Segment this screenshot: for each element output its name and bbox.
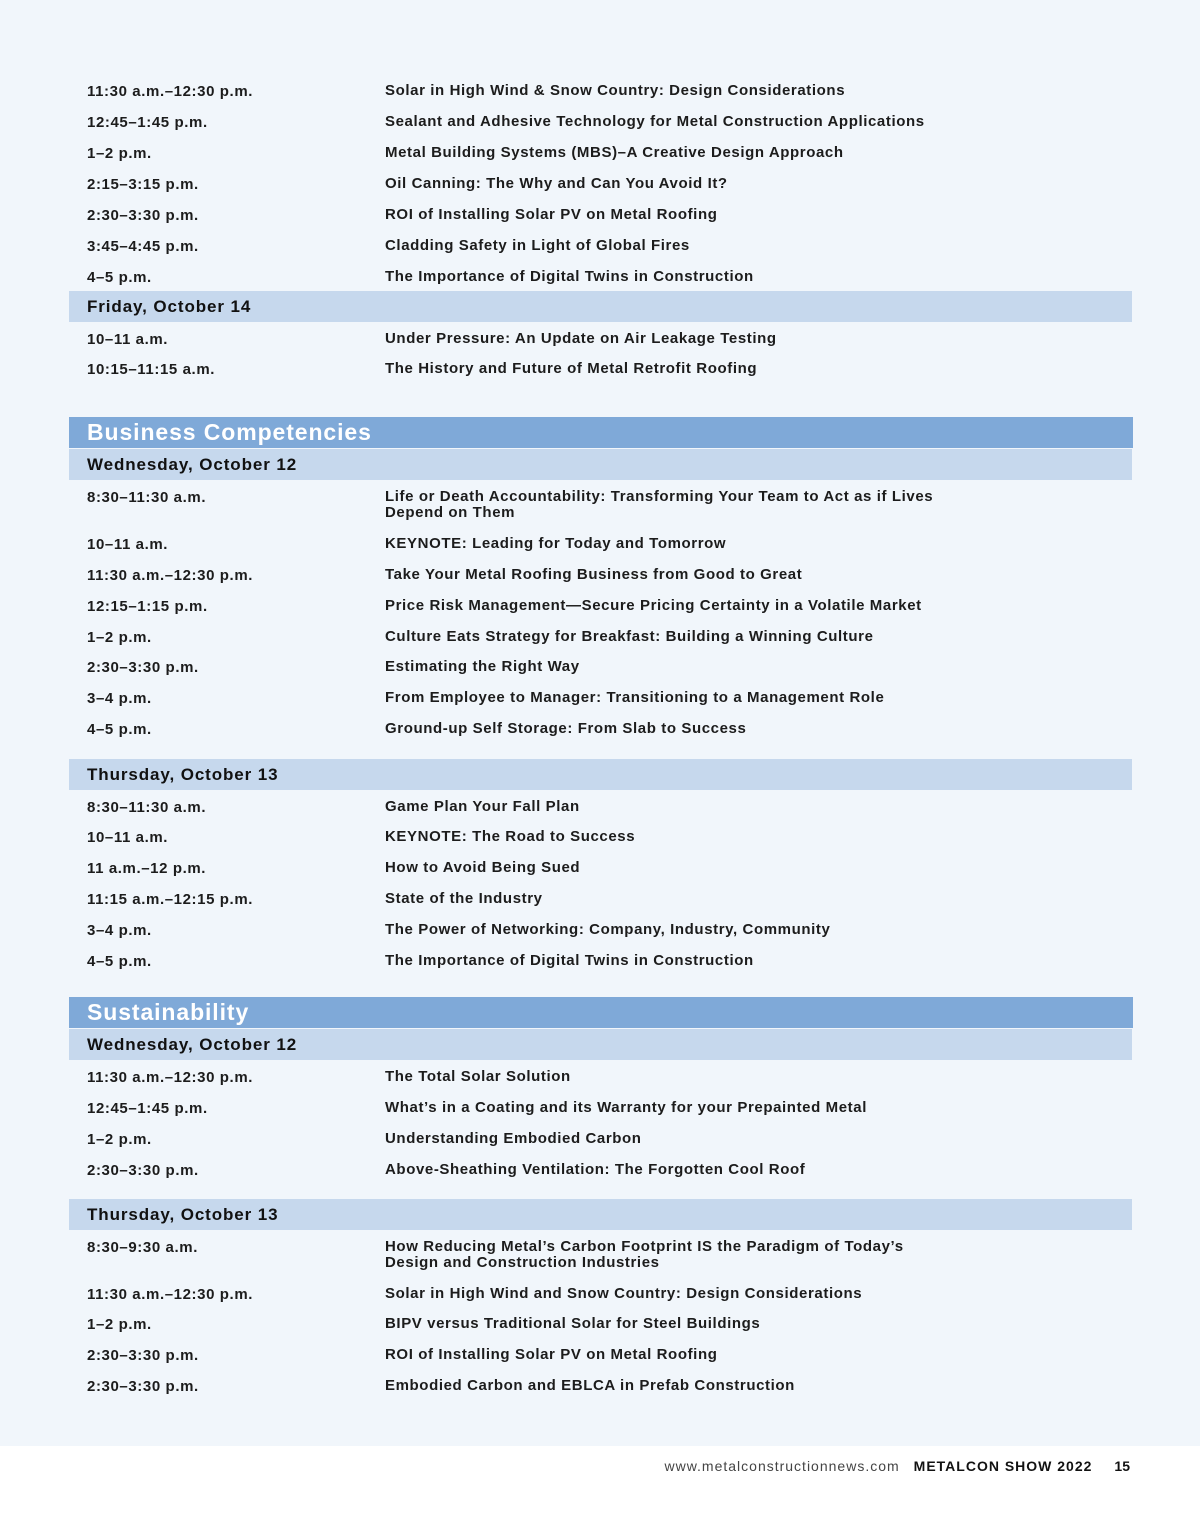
session-title: The Importance of Digital Twins in Construction (385, 952, 754, 969)
day-label: Wednesday, October 12 (87, 455, 298, 474)
session-title: BIPV versus Traditional Solar for Steel Buildings (385, 1315, 761, 1332)
session-time: 2:30–3:30 p.m. (87, 1162, 199, 1179)
session-time: 1–2 p.m. (87, 629, 152, 646)
session-title: How to Avoid Being Sued (385, 859, 581, 876)
session-time: 11 a.m.–12 p.m. (87, 860, 207, 877)
session-title: Solar in High Wind & Snow Country: Design Considerations (385, 82, 846, 99)
session-time: 3–4 p.m. (87, 922, 152, 939)
day-header-thursday (69, 1199, 1132, 1230)
session-title: Ground-up Self Storage: From Slab to Success (385, 720, 747, 737)
session-title: Take Your Metal Roofing Business from Good to Great (385, 566, 803, 583)
session-time: 2:30–3:30 p.m. (87, 207, 199, 224)
session-time: 8:30–11:30 a.m. (87, 799, 207, 816)
session-title: Life or Death Accountability: Transforming Your Team to Act as if Lives Depend on Them (385, 488, 934, 521)
session-time: 10–11 a.m. (87, 536, 169, 553)
session-title: KEYNOTE: Leading for Today and Tomorrow (385, 535, 727, 552)
session-time: 11:30 a.m.–12:30 p.m. (87, 567, 254, 584)
session-title: Game Plan Your Fall Plan (385, 798, 580, 815)
session-title: ROI of Installing Solar PV on Metal Roofing (385, 206, 718, 223)
page-footer (664, 1458, 1130, 1474)
session-title: Above-Sheathing Ventilation: The Forgotten Cool Roof (385, 1161, 806, 1178)
session-title: Understanding Embodied Carbon (385, 1130, 642, 1147)
session-time: 2:30–3:30 p.m. (87, 659, 199, 676)
session-time: 8:30–9:30 a.m. (87, 1239, 198, 1256)
session-title: Estimating the Right Way (385, 658, 580, 675)
session-time: 1–2 p.m. (87, 1131, 152, 1148)
session-title: State of the Industry (385, 890, 543, 907)
session-time: 2:30–3:30 p.m. (87, 1378, 199, 1395)
session-title: Metal Building Systems (MBS)–A Creative Design Approach (385, 144, 844, 161)
session-time: 12:45–1:45 p.m. (87, 1100, 208, 1117)
page-number: 15 (1114, 1458, 1130, 1474)
session-time: 4–5 p.m. (87, 269, 152, 286)
session-time: 11:30 a.m.–12:30 p.m. (87, 1286, 254, 1303)
day-header-thursday (69, 759, 1132, 790)
session-time: 3–4 p.m. (87, 690, 152, 707)
session-title: Solar in High Wind and Snow Country: Design Considerations (385, 1285, 863, 1302)
section-header-business (69, 417, 1133, 448)
session-time: 10:15–11:15 a.m. (87, 361, 216, 378)
session-time: 11:30 a.m.–12:30 p.m. (87, 83, 254, 100)
session-time: 8:30–11:30 a.m. (87, 489, 207, 506)
day-header-friday (69, 291, 1132, 322)
day-label: Friday, October 14 (87, 297, 252, 316)
section-title: Business Competencies (87, 419, 372, 445)
session-time: 11:30 a.m.–12:30 p.m. (87, 1069, 254, 1086)
session-time: 3:45–4:45 p.m. (87, 238, 199, 255)
session-title: Sealant and Adhesive Technology for Metal Construction Applications (385, 113, 925, 130)
session-title: Oil Canning: The Why and Can You Avoid It? (385, 175, 728, 192)
session-title: The Importance of Digital Twins in Construction (385, 268, 754, 285)
day-label: Thursday, October 13 (87, 1205, 279, 1224)
session-title: The Total Solar Solution (385, 1068, 571, 1085)
session-title: How Reducing Metal’s Carbon Footprint IS the Paradigm of Today’s Design and Construction Industries (385, 1238, 904, 1271)
day-label: Wednesday, October 12 (87, 1035, 298, 1054)
footer-publication: METALCON SHOW 2022 (913, 1458, 1093, 1474)
session-title: From Employee to Manager: Transitioning to a Management Role (385, 689, 885, 706)
session-title: KEYNOTE: The Road to Success (385, 828, 636, 845)
session-title: What’s in a Coating and its Warranty for your Prepainted Metal (385, 1099, 867, 1116)
session-time: 1–2 p.m. (87, 1316, 152, 1333)
session-time: 11:15 a.m.–12:15 p.m. (87, 891, 254, 908)
day-label: Thursday, October 13 (87, 765, 279, 784)
section-title: Sustainability (87, 999, 250, 1025)
day-header-wednesday (69, 449, 1132, 480)
session-time: 2:30–3:30 p.m. (87, 1347, 199, 1364)
session-time: 10–11 a.m. (87, 331, 169, 348)
session-title: Price Risk Management—Secure Pricing Certainty in a Volatile Market (385, 597, 922, 614)
session-title: Embodied Carbon and EBLCA in Prefab Construction (385, 1377, 795, 1394)
session-time: 4–5 p.m. (87, 721, 152, 738)
session-time: 12:45–1:45 p.m. (87, 114, 208, 131)
session-time: 2:15–3:15 p.m. (87, 176, 199, 193)
session-title: Under Pressure: An Update on Air Leakage Testing (385, 330, 777, 347)
session-time: 1–2 p.m. (87, 145, 152, 162)
session-time: 12:15–1:15 p.m. (87, 598, 208, 615)
session-time: 4–5 p.m. (87, 953, 152, 970)
session-title: The History and Future of Metal Retrofit Roofing (385, 360, 758, 377)
session-title: Culture Eats Strategy for Breakfast: Building a Winning Culture (385, 628, 874, 645)
footer-url: www.metalconstructionnews.com (664, 1458, 900, 1474)
day-header-wednesday (69, 1029, 1132, 1060)
section-header-sustainability (69, 997, 1133, 1028)
session-title: Cladding Safety in Light of Global Fires (385, 237, 690, 254)
session-title: The Power of Networking: Company, Industry, Community (385, 921, 831, 938)
session-title: ROI of Installing Solar PV on Metal Roofing (385, 1346, 718, 1363)
session-time: 10–11 a.m. (87, 829, 169, 846)
